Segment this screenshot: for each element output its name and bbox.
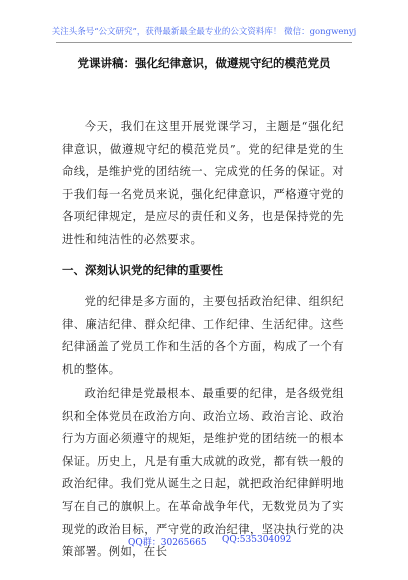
- header-divider: [56, 42, 352, 43]
- section-heading: 一、深刻认识党的纪律的重要性: [62, 263, 223, 277]
- paragraph-discipline-types: 党的纪律是多方面的，主要包括政治纪律、组织纪律、廉洁纪律、群众纪律、工作纪律、生活纪律。这些纪律涵盖了党员工作和生活的各个方面，构成了一个有机的整体。: [62, 295, 344, 376]
- paragraph-intro: 今天，我们在这里开展党课学习，主题是“强化纪律意识，做遵规守纪的模范党员”。党的纪律是党的生命线，是维护党的团结统一、完成党的任务的保证。对于我们每一名党员来说，强化纪律意识，严格遵守党的各项纪律规定，是应尽的责任和义务，也是保持党的先进性和纯洁性的必然要求。: [62, 120, 344, 246]
- header-note: 关注头条号“公文研究”，获得最新最全最专业的公文资料库！ 微信：gongwenyj: [51, 27, 357, 37]
- document-title: 党课讲稿：强化纪律意识，做遵规守纪的模范党员: [77, 56, 331, 70]
- footer-qq-number: QQ:535304092: [222, 535, 292, 545]
- paragraph-political-discipline: 政治纪律是党最根本、最重要的纪律，是各级党组织和全体党员在政治方向、政治立场、政治言论、政治行为方面必须遵守的规矩，是维护党的团结统一的根本保证。历史上，凡是有重大成就的政党，都有铁一般的政治纪律。我们党从诞生之日起，就把政治纪律鲜明地写在自己的旗帜上。在革命战争年代，无数党员为了实现党的政治目标，严守党的政治纪律，坚决执行党的决策部署。例如，在长: [62, 387, 344, 559]
- footer-qq-group: QQ群：30265665: [128, 538, 207, 548]
